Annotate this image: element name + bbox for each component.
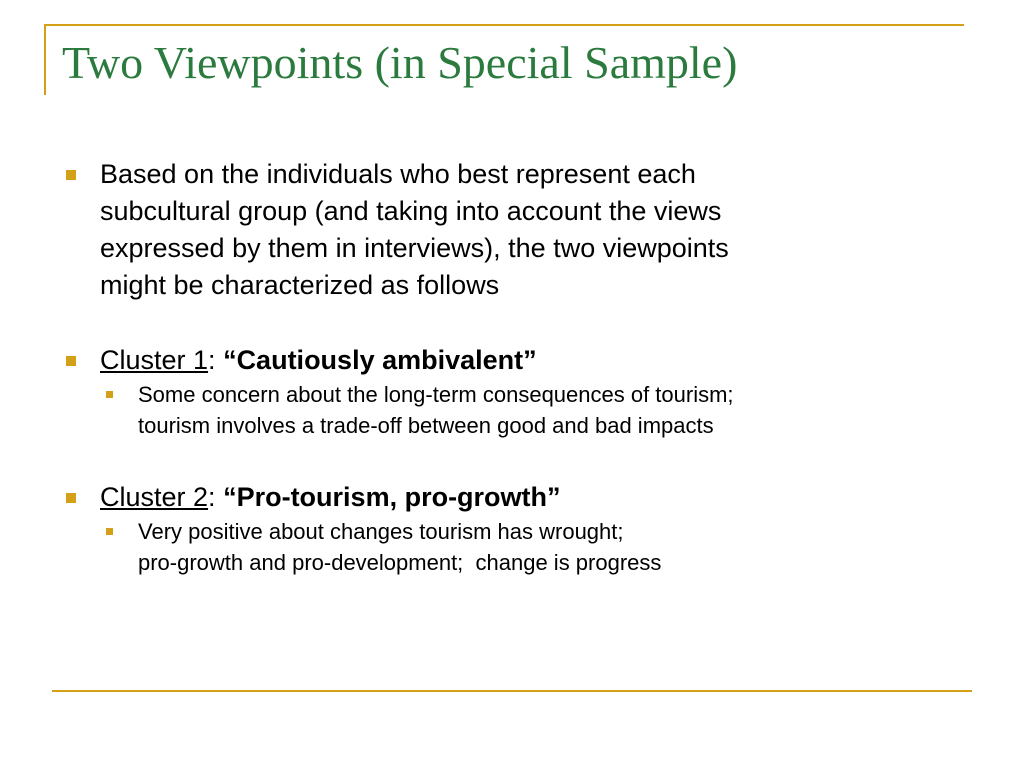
cluster-2-line: Very positive about changes tourism has wrought; [138, 519, 624, 544]
bottom-rule [52, 690, 972, 692]
cluster-1-description [100, 379, 962, 441]
cluster-1-line: Some concern about the long-term consequences of tourism; [138, 382, 734, 407]
intro-line: Based on the individuals who best represent each [100, 159, 696, 189]
cluster-1-bullet [62, 342, 962, 379]
square-bullet-icon [66, 170, 76, 180]
square-sub-bullet-icon [106, 528, 113, 535]
slide-title: Two Viewpoints (in Special Sample) [62, 37, 738, 88]
cluster-2-bullet [62, 479, 962, 516]
cluster-2-separator: : [208, 482, 224, 512]
left-rule [44, 25, 46, 95]
intro-bullet [62, 156, 962, 304]
top-rule [44, 24, 964, 26]
cluster-2-line: pro-growth and pro-development; change is progress [138, 550, 662, 575]
cluster-1-line: tourism involves a trade-off between good and bad impacts [138, 413, 714, 438]
cluster-1-name: “Cautiously ambivalent” [223, 345, 537, 375]
cluster-1-separator: : [208, 345, 224, 375]
cluster-2-description [100, 516, 962, 578]
square-sub-bullet-icon [106, 391, 113, 398]
cluster-2-label: Cluster 2 [100, 482, 209, 512]
square-bullet-icon [66, 356, 76, 366]
cluster-2-name: “Pro-tourism, pro-growth” [223, 482, 561, 512]
slide-body [62, 156, 962, 578]
square-bullet-icon [66, 493, 76, 503]
cluster-1-label: Cluster 1 [100, 345, 209, 375]
intro-line: might be characterized as follows [100, 270, 500, 300]
intro-line: subcultural group (and taking into account the views [100, 196, 722, 226]
intro-line: expressed by them in interviews), the two viewpoints [100, 233, 729, 263]
